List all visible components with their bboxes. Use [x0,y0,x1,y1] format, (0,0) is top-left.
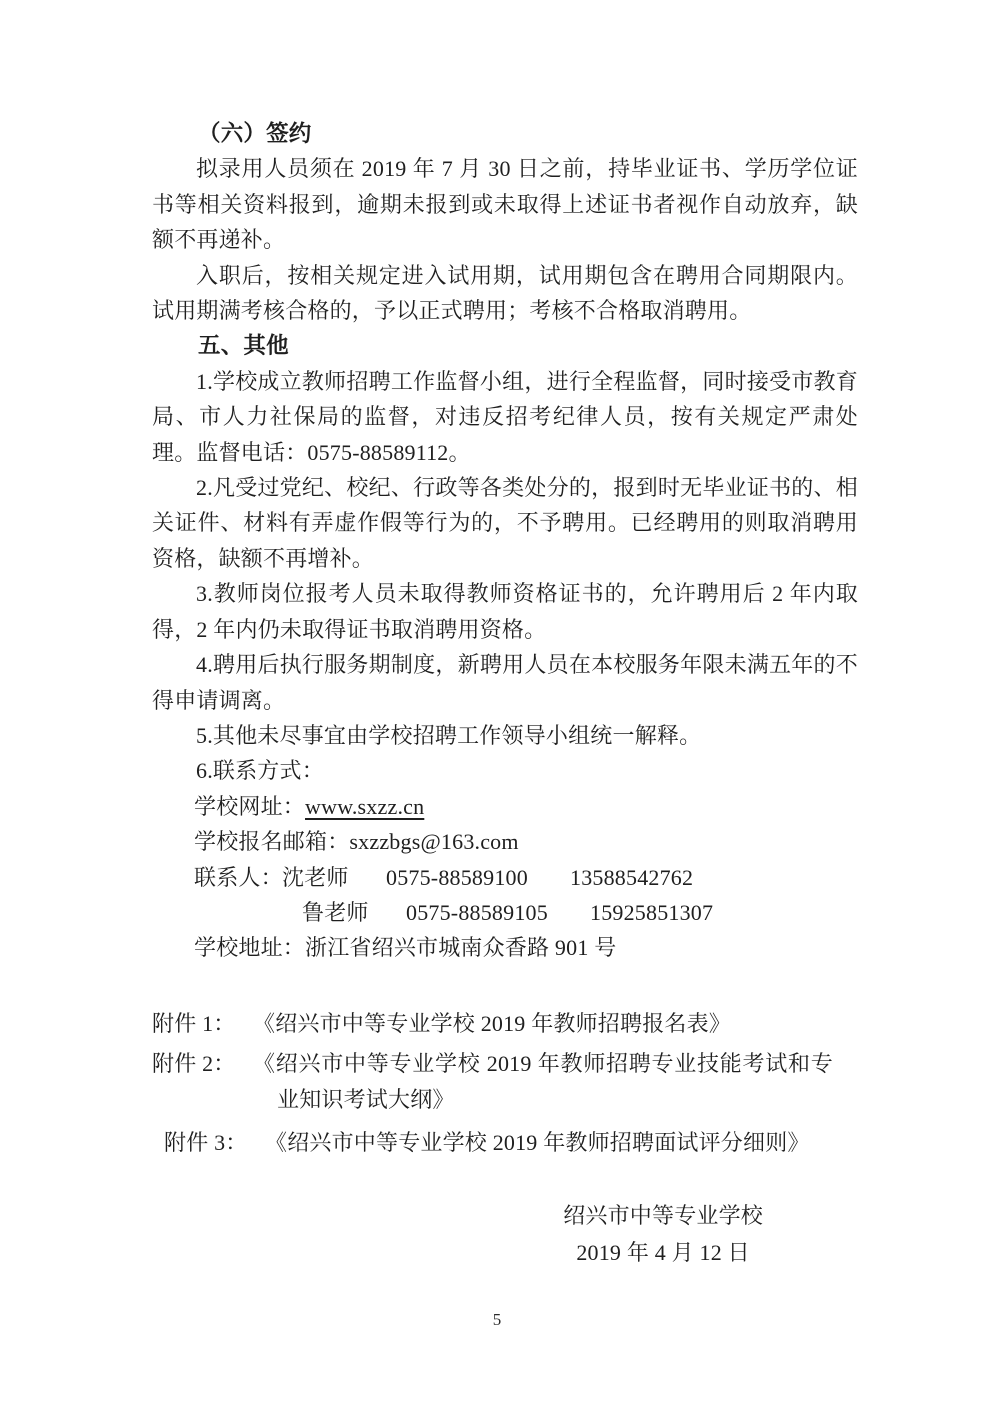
attachment-label: 附件 3： [164,1129,248,1155]
school-email-value: sxzzbgs@163.com [349,829,519,855]
contact-person-label: 联系人： [194,864,283,890]
contact-person-name: 鲁老师 [302,899,369,925]
attachment-title: 《绍兴市中等专业学校 2019 年教师招聘专业技能考试和专业知识考试大纲》 [253,1050,833,1112]
school-website-line [152,789,858,824]
signature-inner [563,1197,763,1271]
attachment-row-3 [164,1125,858,1161]
contact-person-phone: 0575-88589100 [386,864,528,890]
attachment-list [152,1006,858,1161]
attachment-row-2 [152,1046,858,1118]
contact-person-name: 沈老师 [282,864,349,890]
other-item-2: 2.凡受过党纪、校纪、行政等各类处分的，报到时无毕业证书的、相关证件、材料有弄虚作假等行为的，不予聘用。已经聘用的则取消聘用资格，缺额不再增补。 [152,475,858,571]
school-address-label: 学校地址： [194,935,306,961]
other-item-6-contact-heading: 6.联系方式： [196,758,324,784]
other-item-3: 3.教师岗位报考人员未取得教师资格证书的，允许聘用后 2 年内取得，2 年内仍未取得证书取消聘用资格。 [152,581,858,642]
school-email-label: 学校报名邮箱： [194,829,350,855]
contact-person-row-1 [152,860,858,895]
school-website-link[interactable]: www.sxzz.cn [305,793,425,819]
contact-person-mobile: 15925851307 [590,899,714,925]
signature-date: 2019 年 4 月 12 日 [576,1239,750,1265]
signing-paragraph-2: 入职后，按相关规定进入试用期，试用期包含在聘用合同期限内。试用期满考核合格的，予以正式聘用；考核不合格取消聘用。 [152,262,858,324]
contact-person-phone: 0575-88589105 [406,899,548,925]
attachment-label: 附件 1： [152,1010,236,1036]
contact-person-row-2 [152,895,858,930]
attachment-title: 《绍兴市中等专业学校 2019 年教师招聘报名表》 [253,1010,732,1036]
attachment-row-1 [152,1006,858,1042]
school-address-line [152,930,858,965]
other-item-4: 4.聘用后执行服务期制度，新聘用人员在本校服务年限未满五年的不得申请调离。 [152,652,858,713]
attachment-label: 附件 2： [152,1050,236,1076]
school-email-line [152,824,858,859]
section-heading-signing: （六）签约 [198,121,312,146]
school-website-label: 学校网址： [194,793,306,819]
attachment-title: 《绍兴市中等专业学校 2019 年教师招聘面试评分细则》 [265,1129,810,1155]
page-number: 5 [492,1310,502,1329]
signature-organization: 绍兴市中等专业学校 [563,1202,763,1228]
signature-block [152,1197,858,1271]
section-heading-other: 五、其他 [198,333,289,359]
contact-person-mobile: 13588542762 [570,864,694,890]
school-address-value: 浙江省绍兴市城南众香路 901 号 [305,935,617,961]
other-item-5: 5.其他未尽事宜由学校招聘工作领导小组统一解释。 [196,722,702,748]
document-content [152,116,858,1271]
signing-paragraph-1: 拟录用人员须在 2019 年 7 月 30 日之前，持毕业证书、学历学位证书等相关资料报到，逾期未报到或未取得上述证书者视作自动放弃，缺额不再递补。 [152,156,858,253]
other-item-1: 1.学校成立教师招聘工作监督小组，进行全程监督，同时接受市教育局、市人力社保局的监督，对违反招考纪律人员，按有关规定严肃处理。监督电话：0575-88589112。 [152,368,858,465]
